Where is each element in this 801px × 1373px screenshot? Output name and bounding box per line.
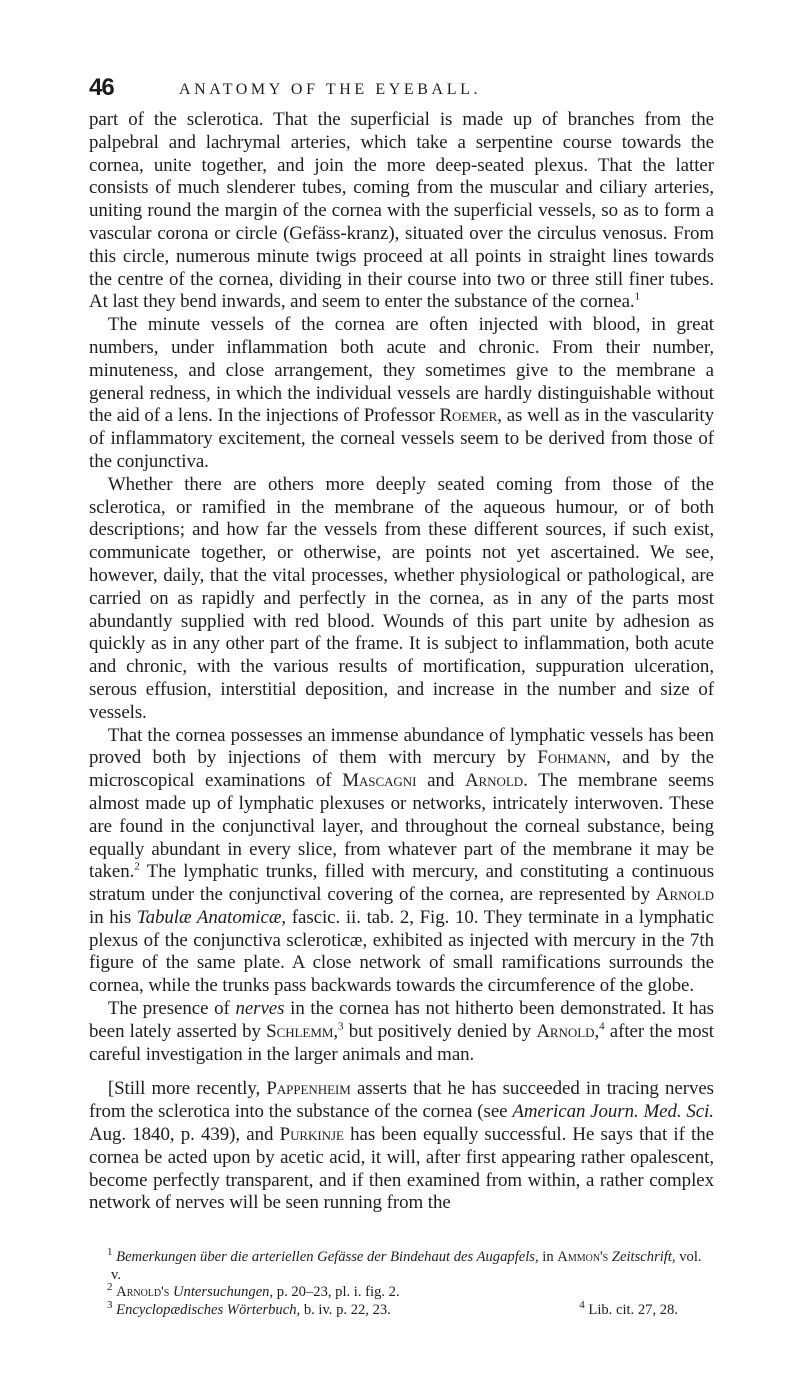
name-purkinje: Purkinje — [279, 1124, 344, 1146]
paragraph-6: [Still more recently, Pappenheim asserts that he has succeeded in tracing nerves from the sclerotica into the substance of the cornea (see American Journ. Med. Sci. Aug. 1840, p. 439), and Purkinje has been equally successful. He says that if the cornea be acted upon by acetic acid, it will, after first appearing rather opalescent, become perfectly transparent, and if then examined from within, a rather complex network of nerves will be seen running from the — [89, 1078, 714, 1214]
paragraph-4: That the cornea possesses an immense abundance of lymphatic vessels has been proved both by injections of them with mercury by Fohmann, and by the microscopical examinations of Mascagni and Arnold. The membrane seems almost made up of lymphatic plexuses or networks, intricately interwoven. These are found in the conjunctival layer, and throughout the corneal substance, being equally abundant in every slice, from whatever part of the membrane it may be taken.$^2$ The lymphatic trunks, filled with mercury, and constituting a continuous stratum under the conjunctival covering of the cornea, are represented by Arnold in his Tabulæ Anatomicæ, fascic. ii. tab. 2, Fig. 10. They terminate in a lymphatic plexus of the conjunctiva scleroticæ, exhibited as injected with mercury in the 7th figure of the same plate. A close network of small ramifications surrounds the cornea, while the trunks pass backwards towards the circumference of the globe. — [89, 724, 714, 997]
title-tabulae: Tabulæ Anatomicæ — [136, 906, 282, 928]
name-arnold: Arnold — [464, 770, 524, 792]
body-text — [89, 109, 714, 1215]
footnote-4: $^4$ Lib. cit. 27, 28. — [579, 1298, 678, 1318]
footnote-3: $^3$ Encyclopædisches Wörterbuch, b. iv. p. 22, 23. — [107, 1298, 391, 1318]
running-head: ANATOMY OF THE EYEBALL. — [179, 81, 482, 98]
footnote-2: $^2$ Arnold's Untersuchungen, p. 20–23, pl. i. fig. 2. — [107, 1281, 400, 1300]
footnote-3-4-row — [89, 1298, 714, 1320]
name-schlemm: Schlemm — [266, 1020, 334, 1042]
paragraph-5: The presence of nerves in the cornea has not hitherto been demonstrated. It has been lately asserted by Schlemm,$^3$ but positively denied by Arnold,$^4$ after the most careful investigation in the larger animals and man. — [89, 998, 714, 1065]
page-number: 46 — [89, 74, 114, 101]
name-pappenheim: Pappenheim — [266, 1078, 351, 1100]
footnote-ref-2[interactable]: 2 — [134, 861, 140, 873]
footnote-ref-3[interactable]: 3 — [338, 1020, 344, 1033]
footnotes — [89, 1246, 714, 1319]
paragraph-1: part of the sclerotica. That the superficial is made up of branches from the palpebral and lachrymal arteries, which take a serpentine course towards the cornea, unite together, and join the more deep-seated plexus. That the latter consists of much slenderer tubes, coming from the muscular and ciliary arteries, uniting round the margin of the cornea with the superficial vessels, so as to form a vascular corona or circle (Gefäss-kranz), situated over the circulus venosus. From this circle, numerous minute twigs proceed at all points in straight lines towards the centre of the cornea, dividing in their course into two or three still finer tubes. At last they bend inwards, and seem to enter the substance of the cornea.$^1$ — [89, 109, 714, 313]
footnote-ref-1[interactable]: 1 — [634, 291, 641, 304]
paragraph-3: Whether there are others more deeply seated coming from those of the sclerotica, or ramified in the membrane of the aqueous humour, or of both descriptions; and how far the vessels from these different sources, if such exist, communicate together, or otherwise, are points not yet ascertained. We see, however, daily, that the vital processes, whether physiological or pathological, are carried on as rapidly and perfectly in the cornea, as in any of the parts most abundantly supplied with red blood. Wounds of this part unite by adhesion as quickly as in any other part of the frame. It is subject to inflammation, both acute and chronic, with the various results of mortification, suppuration ulceration, serous effusion, interstitial deposition, and increase in the number and size of vessels. — [89, 473, 714, 723]
footnote-ref-4[interactable]: 4 — [599, 1020, 605, 1033]
name-arnold-3: Arnold — [536, 1020, 595, 1042]
name-mascagni: Mascagni — [342, 770, 417, 792]
footnote-1: $^1$ Bemerkungen über die arteriellen Gefässe der Bindehaut des Augapfels, in Ammon's Zeitschrift, vol. v. — [107, 1246, 702, 1283]
page-header — [89, 74, 713, 104]
word-nerves: nerves — [235, 998, 285, 1020]
name-roemer: Roemer — [439, 405, 498, 427]
name-fohmann: Fohmann — [537, 747, 607, 769]
journal-title: American Journ. Med. Sci. — [512, 1101, 714, 1123]
paragraph-2: The minute vessels of the cornea are often injected with blood, in great numbers, under inflammation both acute and chronic. From their number, minuteness, and close arrangement, they sometimes give to the membrane a general redness, in which the individual vessels are hardly distinguishable without the aid of a lens. In the injections of Professor Roemer, as well as in the vascularity of inflammatory excitement, the corneal vessels seem to be derived from those of the conjunctiva. — [89, 314, 714, 472]
name-arnold-2: Arnold — [655, 884, 714, 906]
